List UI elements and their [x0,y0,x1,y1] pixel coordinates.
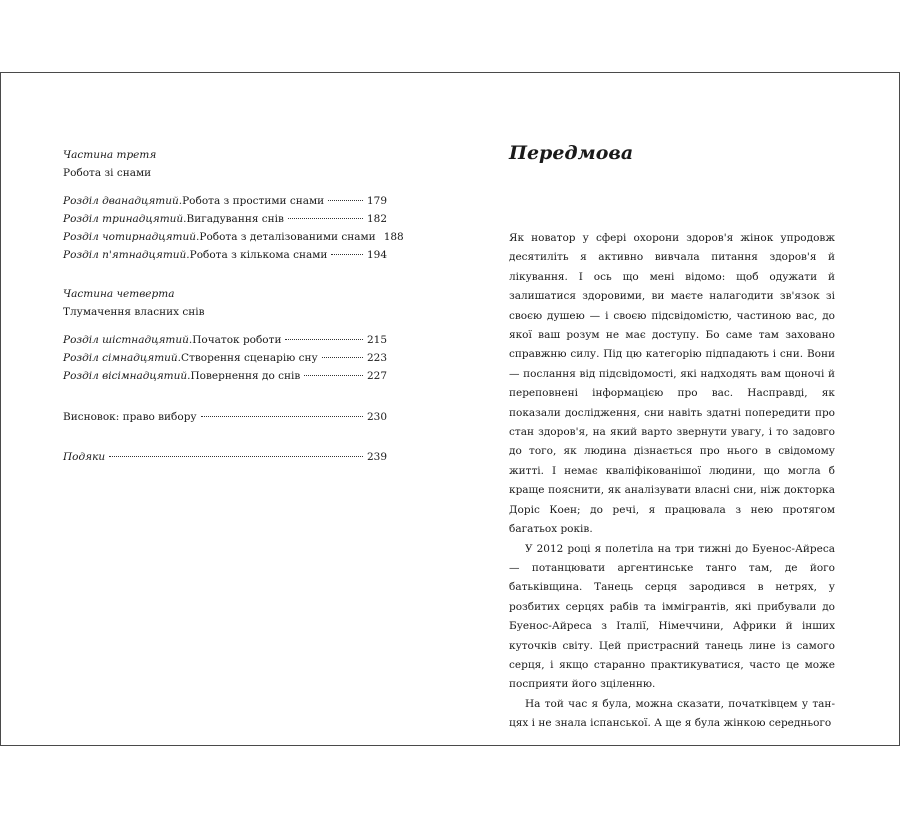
paragraph: На той час я була, можна сказати, початківцем у танцях і не знала іспанської. А ще я була жінкою середнього [509,697,835,730]
foreword-page [509,139,835,734]
toc-entry [63,192,387,210]
toc-entry [63,228,404,246]
table-of-contents [63,147,404,466]
chapter-label: Розділ п'ятнадцятий. [63,249,190,261]
dot-leader [331,254,363,255]
chapter-title: Створення сценарію сну [181,352,318,364]
chapter-label: Розділ дванадцятий. [63,195,183,207]
chapter-title: Вигадування снів [186,213,284,225]
toc-entry-thanks [63,448,387,466]
chapter-title: Робота з простими снами [182,195,325,207]
chapter-label: Розділ вісімнадцятий. [63,370,191,382]
dot-leader [201,416,363,417]
dot-leader [109,456,363,457]
page-number: 230 [366,411,387,423]
dot-leader [322,357,363,358]
book-spread [0,72,900,746]
chapter-label: Розділ шістнадцятий. [63,334,193,346]
paragraph: Як новатор у сфері охорони здоров'я жінок упродовж десятиліть я активно вивчала питання здоров'я й лікування. І ось що мені відомо: щоб одужати й залишатися здоровими, ви маєте налагодити зв'язок зі своєю душею — і своєю підсвідомістю, частиною вас, до якої ваш розум не має доступу. Бо саме там заховано справжню силу. Під цю категорію підпадають і сни. Вони — послання від підсвідомості, які надходять вам щоночі й переповнені інформацією про вас. Насправді, як показали дослідження, сни навіть здатні попередити про стан здоров'я, на який варто звернути увагу, і то задовго до того, як людина дізнається про нього в свідомому житті. І немає кваліфікованішої людини, що могла б краще пояснити, як аналізувати власні сни, ніж докторка Доріс Коен; до речі, я працювала з нею протягом багатьох років. [509,232,835,536]
page-title: Передмова [509,142,634,164]
toc-entry [63,349,387,367]
page-number: 227 [366,370,387,382]
dot-leader [288,218,363,219]
part-label: Частина четверта [63,288,175,300]
page-number: 179 [366,195,387,207]
part-title: Тлумачення власних снів [63,306,205,318]
chapter-title: Початок роботи [192,334,282,346]
chapter-label: Розділ тринадцятий. [63,213,187,225]
paragraph: У 2012 році я полетіла на три тижні до Буенос-Айреса — потанцювати аргентинське танго там, де його батьківщина. Танець серця зародився в нетрях, у розбитих серцях рабів та іммігрантів, які прибували до Буенос-Айреса з Італії, Німеччини, Африки й інших куточків світу. Цей пристрасний танець лине із самого серця, і якщо старанно практикуватися, часто це може посприяти його зціленню. [509,542,835,691]
foreword-body [509,229,835,734]
page-number: 194 [366,249,387,261]
page-number: 182 [366,213,387,225]
dot-leader [304,375,363,376]
dot-leader [328,200,363,201]
chapter-title: Повернення до снів [190,370,301,382]
part-title: Робота зі снами [63,167,152,179]
chapter-label: Розділ чотирнадцятий. [63,231,200,243]
conclusion-title: Висновок: право вибору [63,411,197,423]
part-label: Частина третя [63,149,157,161]
thanks-title: Подяки [63,451,106,463]
dot-leader [285,339,363,340]
toc-entry [63,210,387,228]
toc-entry [63,246,387,264]
chapter-label: Розділ сімнадцятий. [63,352,182,364]
toc-entry [63,331,387,349]
chapter-title: Робота з кількома снами [189,249,328,261]
page-number: 188 [383,231,404,243]
page-number: 223 [366,352,387,364]
chapter-title: Робота з деталізованими снами [199,231,376,243]
page-number: 215 [366,334,387,346]
toc-entry [63,367,387,385]
toc-entry-conclusion [63,408,387,426]
page-number: 239 [366,451,387,463]
